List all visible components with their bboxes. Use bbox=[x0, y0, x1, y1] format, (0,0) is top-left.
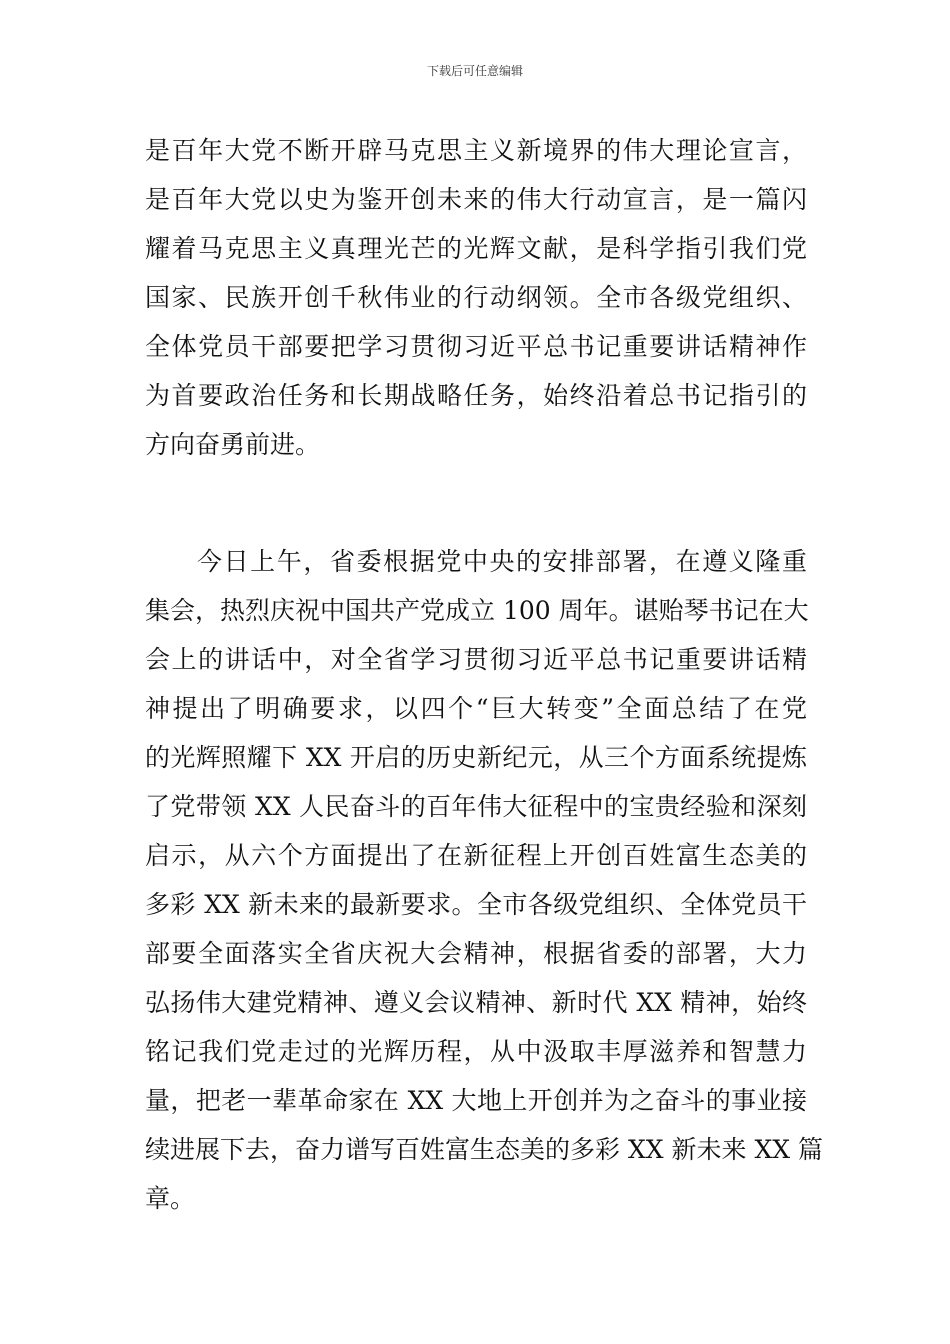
paragraph-line: 的光辉照耀下 XX 开启的历史新纪元，从三个方面系统提炼 bbox=[145, 743, 807, 772]
paragraph-line: 国家、民族开创千秋伟业的行动纲领。全市各级党组织、 bbox=[145, 283, 807, 312]
paragraph-line: 了党带领 XX 人民奋斗的百年伟大征程中的宝贵经验和深刻 bbox=[145, 792, 807, 821]
paragraph-line: 神提出了明确要求，以四个“巨大转变”全面总结了在党 bbox=[145, 694, 807, 723]
paragraph-2 bbox=[145, 537, 823, 1223]
paragraph-line: 今日上午，省委根据党中央的安排部署，在遵义隆重 bbox=[197, 547, 807, 576]
paragraph-line: 弘扬伟大建党精神、遵义会议精神、新时代 XX 精神，始终 bbox=[145, 988, 807, 1017]
paragraph-line: 铭记我们党走过的光辉历程，从中汲取丰厚滋养和智慧力 bbox=[145, 1037, 807, 1066]
paragraph-line: 量，把老一辈革命家在 XX 大地上开创并为之奋斗的事业接 bbox=[145, 1086, 807, 1115]
paragraph-line: 耀着马克思主义真理光芒的光辉文献，是科学指引我们党 bbox=[145, 234, 807, 263]
paragraph-line: 会上的讲话中，对全省学习贯彻习近平总书记重要讲话精 bbox=[145, 645, 807, 674]
page-header: 下载后可任意编辑 bbox=[426, 64, 523, 78]
paragraph-line: 是百年大党不断开辟马克思主义新境界的伟大理论宣言， bbox=[145, 136, 807, 165]
paragraph-line: 是百年大党以史为鉴开创未来的伟大行动宣言，是一篇闪 bbox=[145, 185, 807, 214]
paragraph-line: 方向奋勇前进。 bbox=[145, 430, 321, 459]
paragraph-line: 集会，热烈庆祝中国共产党成立 100 周年。谌贻琴书记在大 bbox=[145, 596, 809, 625]
paragraph-line: 部要全面落实全省庆祝大会精神，根据省委的部署，大力 bbox=[145, 939, 807, 968]
paragraph-line: 章。 bbox=[145, 1184, 196, 1213]
paragraph-line: 启示，从六个方面提出了在新征程上开创百姓富生态美的 bbox=[145, 841, 807, 870]
paragraph-line: 多彩 XX 新未来的最新要求。全市各级党组织、全体党员干 bbox=[145, 890, 807, 919]
document-body bbox=[145, 126, 823, 1223]
paragraph-line: 为首要政治任务和长期战略任务，始终沿着总书记指引的 bbox=[145, 381, 807, 410]
paragraph-line: 续进展下去，奋力谱写百姓富生态美的多彩 XX 新未来 XX 篇 bbox=[145, 1135, 823, 1164]
paragraph-spacer bbox=[145, 469, 807, 537]
paragraph-1 bbox=[145, 126, 807, 469]
paragraph-line: 全体党员干部要把学习贯彻习近平总书记重要讲话精神作 bbox=[145, 332, 807, 361]
